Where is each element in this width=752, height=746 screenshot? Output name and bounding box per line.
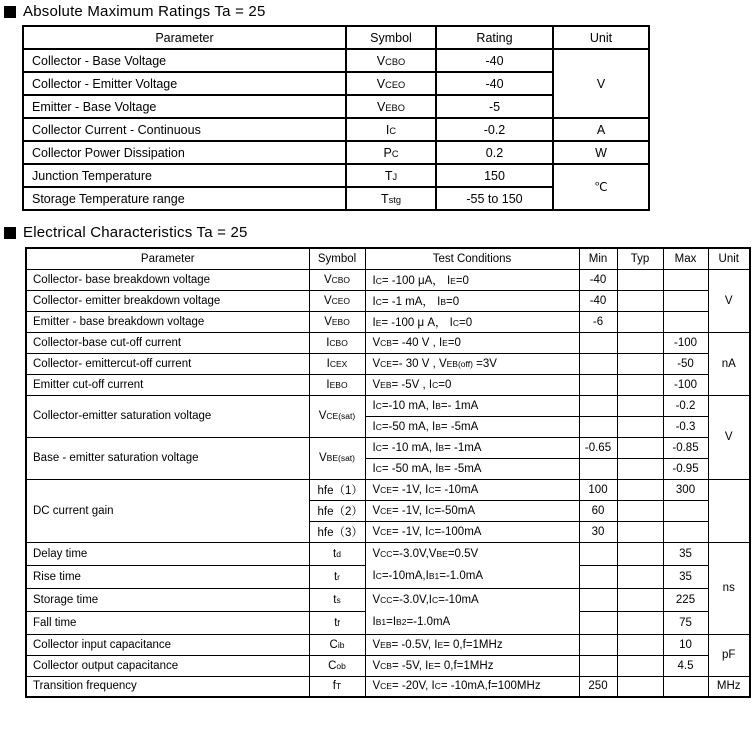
min-cell — [579, 542, 617, 565]
symbol-cell: VCEO — [346, 72, 436, 95]
typ-cell — [617, 374, 663, 395]
abs-max-section-title — [4, 0, 752, 20]
section-marker-square-icon — [4, 227, 16, 239]
max-cell — [663, 521, 708, 542]
param-cell: Delay time — [26, 542, 309, 565]
typ-cell — [617, 676, 663, 697]
table-row — [26, 655, 750, 676]
table-row — [26, 634, 750, 655]
param-cell: Collector - Emitter Voltage — [23, 72, 346, 95]
min-cell — [579, 395, 617, 416]
min-cell: 30 — [579, 521, 617, 542]
symbol-cell: VEBO — [309, 311, 365, 332]
cond-line: VCC=-3.0V,IC=-10mA — [372, 593, 479, 606]
cond-line: VCC=-3.0V,VBE=0.5V — [372, 547, 479, 560]
table-row — [23, 118, 649, 141]
rating-cell: 0.2 — [436, 141, 553, 164]
unit-cell: ℃ — [553, 164, 649, 210]
symbol-cell: Tstg — [346, 187, 436, 210]
symbol-cell: hfe（3） — [309, 521, 365, 542]
param-cell: Collector-base cut-off current — [26, 332, 309, 353]
typ-cell — [617, 332, 663, 353]
param-cell: Base - emitter saturation voltage — [26, 437, 309, 479]
rating-cell: -40 — [436, 72, 553, 95]
cond-line: IC=-10mA,IB1=-1.0mA — [372, 570, 484, 583]
param-cell: Fall time — [26, 611, 309, 634]
param-cell: Collector Current - Continuous — [23, 118, 346, 141]
max-cell: 225 — [663, 588, 708, 611]
typ-cell — [617, 542, 663, 565]
cond-cell: VCE=- 30 V , VEB(off) =3V — [365, 353, 579, 374]
symbol-cell: hfe（1） — [309, 479, 365, 500]
max-cell: 75 — [663, 611, 708, 634]
col-header-parameter: Parameter — [26, 248, 309, 269]
col-header-test-conditions: Test Conditions — [365, 248, 579, 269]
table-row — [26, 311, 750, 332]
unit-cell: nA — [708, 332, 750, 395]
typ-cell — [617, 500, 663, 521]
param-cell: Storage Temperature range — [23, 187, 346, 210]
max-cell: -50 — [663, 353, 708, 374]
cond-cell: VCE= -1V, IC=-50mA — [365, 500, 579, 521]
table-header-row — [23, 26, 649, 49]
unit-cell: V — [553, 49, 649, 118]
cond-cell: IC= -100 μA， IE=0 — [365, 269, 579, 290]
cond-cell: IC=-10 mA, IB=- 1mA — [365, 395, 579, 416]
param-cell: Collector- base breakdown voltage — [26, 269, 309, 290]
table-row — [26, 437, 750, 458]
min-cell: -6 — [579, 311, 617, 332]
abs-max-table — [22, 25, 650, 211]
symbol-cell: VCEO — [309, 290, 365, 311]
typ-cell — [617, 479, 663, 500]
typ-cell — [617, 290, 663, 311]
table-row — [26, 588, 750, 611]
col-header-unit: Unit — [553, 26, 649, 49]
col-header-max: Max — [663, 248, 708, 269]
param-cell: Emitter - base breakdown voltage — [26, 311, 309, 332]
cond-cell: IE= -100 μ A， IC=0 — [365, 311, 579, 332]
symbol-cell: tr — [309, 565, 365, 588]
elec-title: Electrical Characteristics Ta = 25 — [23, 224, 248, 241]
symbol-cell: hfe（2） — [309, 500, 365, 521]
typ-cell — [617, 353, 663, 374]
max-cell: -0.2 — [663, 395, 708, 416]
min-cell — [579, 634, 617, 655]
symbol-cell: PC — [346, 141, 436, 164]
elec-table — [25, 247, 751, 698]
min-cell — [579, 611, 617, 634]
max-cell: -100 — [663, 332, 708, 353]
rating-cell: 150 — [436, 164, 553, 187]
min-cell: -40 — [579, 269, 617, 290]
rating-cell: -5 — [436, 95, 553, 118]
table-row — [23, 164, 649, 187]
unit-cell: pF — [708, 634, 750, 676]
min-cell: 100 — [579, 479, 617, 500]
min-cell — [579, 588, 617, 611]
unit-cell — [708, 479, 750, 542]
cond-cell: IC= -1 mA， IB=0 — [365, 290, 579, 311]
min-cell — [579, 458, 617, 479]
unit-cell: A — [553, 118, 649, 141]
param-cell: Emitter cut-off current — [26, 374, 309, 395]
table-row — [26, 542, 750, 565]
min-cell: -40 — [579, 290, 617, 311]
typ-cell — [617, 565, 663, 588]
col-header-symbol: Symbol — [346, 26, 436, 49]
cond-cell — [365, 542, 579, 588]
min-cell: 250 — [579, 676, 617, 697]
param-cell: Collector- emittercut-off current — [26, 353, 309, 374]
unit-cell: ns — [708, 542, 750, 634]
symbol-cell: Cib — [309, 634, 365, 655]
unit-cell: V — [708, 269, 750, 332]
param-cell: Emitter - Base Voltage — [23, 95, 346, 118]
table-row — [23, 141, 649, 164]
max-cell — [663, 269, 708, 290]
col-header-rating: Rating — [436, 26, 553, 49]
max-cell — [663, 290, 708, 311]
table-row — [26, 395, 750, 416]
table-row — [26, 353, 750, 374]
symbol-cell: IEBO — [309, 374, 365, 395]
cond-cell: IC= -10 mA, IB= -1mA — [365, 437, 579, 458]
elec-section-title — [4, 224, 752, 241]
table-row — [26, 374, 750, 395]
max-cell: -100 — [663, 374, 708, 395]
typ-cell — [617, 655, 663, 676]
rating-cell: -0.2 — [436, 118, 553, 141]
table-row — [23, 49, 649, 72]
col-header-parameter: Parameter — [23, 26, 346, 49]
unit-cell: V — [708, 395, 750, 479]
symbol-cell: VEBO — [346, 95, 436, 118]
col-header-min: Min — [579, 248, 617, 269]
cond-cell: VCE= -1V, IC= -10mA — [365, 479, 579, 500]
max-cell: 300 — [663, 479, 708, 500]
abs-max-title: Absolute Maximum Ratings Ta = 25 — [23, 3, 266, 20]
param-cell: Collector Power Dissipation — [23, 141, 346, 164]
table-row — [26, 676, 750, 697]
cond-cell: VEB= -0.5V, IE= 0,f=1MHz — [365, 634, 579, 655]
unit-cell: W — [553, 141, 649, 164]
symbol-cell: ts — [309, 588, 365, 611]
symbol-cell: td — [309, 542, 365, 565]
max-cell: 35 — [663, 542, 708, 565]
param-cell: Collector-emitter saturation voltage — [26, 395, 309, 437]
typ-cell — [617, 437, 663, 458]
cond-line: IB1=IB2=-1.0mA — [372, 616, 451, 629]
rating-cell: -40 — [436, 49, 553, 72]
typ-cell — [617, 588, 663, 611]
symbol-cell: VCBO — [346, 49, 436, 72]
param-cell: DC current gain — [26, 479, 309, 542]
min-cell — [579, 655, 617, 676]
symbol-cell: IC — [346, 118, 436, 141]
symbol-cell: TJ — [346, 164, 436, 187]
col-header-unit: Unit — [708, 248, 750, 269]
symbol-cell: tf — [309, 611, 365, 634]
cond-cell: IC= -50 mA, IB= -5mA — [365, 458, 579, 479]
section-marker-square-icon — [4, 6, 16, 18]
min-cell — [579, 565, 617, 588]
min-cell: 60 — [579, 500, 617, 521]
cond-cell: VCB= -5V, IE= 0,f=1MHz — [365, 655, 579, 676]
table-header-row — [26, 248, 750, 269]
table-row — [26, 269, 750, 290]
symbol-cell: ICEX — [309, 353, 365, 374]
min-cell — [579, 374, 617, 395]
param-cell: Rise time — [26, 565, 309, 588]
typ-cell — [617, 311, 663, 332]
cond-cell: VCE= -20V, IC= -10mA,f=100MHz — [365, 676, 579, 697]
typ-cell — [617, 458, 663, 479]
typ-cell — [617, 395, 663, 416]
cond-cell: VCE= -1V, IC=-100mA — [365, 521, 579, 542]
max-cell: -0.95 — [663, 458, 708, 479]
table-row — [26, 479, 750, 500]
cond-cell: VEB= -5V , IC=0 — [365, 374, 579, 395]
typ-cell — [617, 269, 663, 290]
param-cell: Collector input capacitance — [26, 634, 309, 655]
min-cell — [579, 353, 617, 374]
max-cell: 10 — [663, 634, 708, 655]
symbol-cell: Cob — [309, 655, 365, 676]
col-header-typ: Typ — [617, 248, 663, 269]
max-cell — [663, 500, 708, 521]
symbol-cell: VCBO — [309, 269, 365, 290]
typ-cell — [617, 416, 663, 437]
param-cell: Collector- emitter breakdown voltage — [26, 290, 309, 311]
typ-cell — [617, 611, 663, 634]
max-cell — [663, 311, 708, 332]
cond-cell: VCB= -40 V , IE=0 — [365, 332, 579, 353]
rating-cell: -55 to 150 — [436, 187, 553, 210]
max-cell: -0.3 — [663, 416, 708, 437]
typ-cell — [617, 634, 663, 655]
param-cell: Transition frequency — [26, 676, 309, 697]
max-cell: 35 — [663, 565, 708, 588]
max-cell: -0.85 — [663, 437, 708, 458]
symbol-cell: fT — [309, 676, 365, 697]
symbol-cell: VBE(sat) — [309, 437, 365, 479]
max-cell — [663, 676, 708, 697]
min-cell: -0.65 — [579, 437, 617, 458]
param-cell: Storage time — [26, 588, 309, 611]
table-row — [26, 332, 750, 353]
col-header-symbol: Symbol — [309, 248, 365, 269]
min-cell — [579, 416, 617, 437]
unit-cell: MHz — [708, 676, 750, 697]
min-cell — [579, 332, 617, 353]
param-cell: Junction Temperature — [23, 164, 346, 187]
max-cell: 4.5 — [663, 655, 708, 676]
symbol-cell: ICBO — [309, 332, 365, 353]
cond-cell: IC=-50 mA, IB= -5mA — [365, 416, 579, 437]
typ-cell — [617, 521, 663, 542]
cond-cell — [365, 588, 579, 634]
table-row — [26, 290, 750, 311]
param-cell: Collector - Base Voltage — [23, 49, 346, 72]
symbol-cell: VCE(sat) — [309, 395, 365, 437]
param-cell: Collector output capacitance — [26, 655, 309, 676]
